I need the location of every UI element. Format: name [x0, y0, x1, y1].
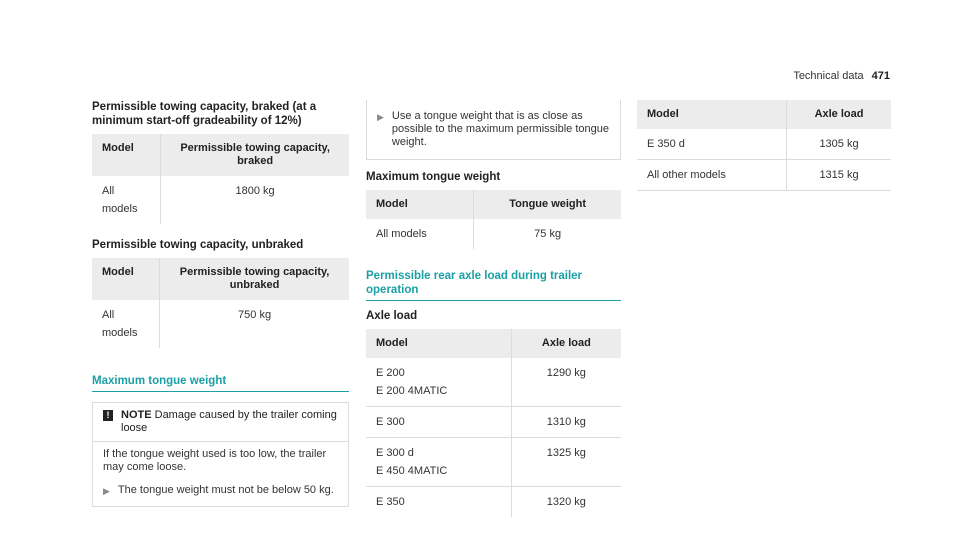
model-line: E 200	[376, 367, 405, 379]
model-line: E 350	[376, 496, 405, 508]
warning-icon: !	[103, 410, 113, 421]
column-2	[366, 100, 621, 517]
table-row	[366, 487, 621, 518]
table-header: Axle load	[787, 100, 891, 129]
note-header	[93, 403, 348, 442]
tongue-weight-table	[366, 190, 621, 249]
rear-axle-load-heading: Permissible rear axle load during trailer operation	[366, 269, 621, 301]
model-line: E 450 4MATIC	[376, 465, 448, 477]
table-cell: 1305 kg	[787, 129, 891, 160]
step-box	[366, 100, 621, 160]
table-cell	[366, 487, 511, 518]
note-body: If the tongue weight used is too low, the trailer may come loose.	[103, 448, 327, 473]
table-header: Permissible towing capacity, unbraked	[160, 258, 349, 300]
table-cell: 1315 kg	[787, 160, 891, 191]
note-step	[93, 480, 348, 506]
table-row	[366, 407, 621, 438]
table-header: Model	[92, 134, 161, 176]
table-cell: 1320 kg	[511, 487, 621, 518]
unbraked-capacity-table	[92, 258, 349, 348]
arrow-right-icon: ▶	[103, 486, 110, 496]
note-step-text: The tongue weight must not be below 50 kg.	[117, 484, 334, 496]
table-header: Model	[637, 100, 787, 129]
table-header: Model	[366, 190, 474, 219]
unbraked-capacity-title: Permissible towing capacity, unbraked	[92, 239, 304, 251]
table-row	[366, 358, 621, 407]
axle-load-table-continued	[637, 100, 891, 191]
table-cell	[366, 438, 511, 487]
table-cell: 750 kg	[160, 300, 349, 348]
page-header	[793, 70, 890, 82]
table-cell: 75 kg	[474, 219, 621, 249]
table-header: Permissible towing capacity, braked	[161, 134, 349, 176]
table-cell	[366, 407, 511, 438]
braked-capacity-title: Permissible towing capacity, braked (at a minimum start-off gradeability of 12%)	[92, 101, 317, 127]
table-cell: All models	[102, 309, 138, 339]
table-header: Model	[92, 258, 160, 300]
table-row	[637, 160, 891, 191]
axle-load-title: Axle load	[366, 310, 418, 322]
table-header: Tongue weight	[474, 190, 621, 219]
note-title: Damage caused by the trailer coming loose	[121, 409, 337, 434]
max-tongue-weight-title: Maximum tongue weight	[366, 171, 501, 183]
axle-load-table	[366, 329, 621, 517]
table-cell: All other models	[637, 160, 787, 191]
table-cell: All models	[376, 228, 427, 240]
braked-capacity-table	[92, 134, 349, 224]
column-3	[637, 100, 891, 191]
table-header: Axle load	[511, 329, 621, 358]
table-cell: 1325 kg	[511, 438, 621, 487]
table-cell: 1800 kg	[161, 176, 349, 224]
table-cell	[366, 358, 511, 407]
model-line: E 200 4MATIC	[376, 385, 448, 397]
table-row	[366, 438, 621, 487]
column-1	[92, 100, 349, 507]
max-tongue-weight-heading: Maximum tongue weight	[92, 374, 349, 392]
table-cell: All models	[102, 185, 138, 215]
instruction-step	[367, 106, 620, 153]
note-box	[92, 402, 349, 507]
table-header: Model	[366, 329, 511, 358]
table-cell: 1310 kg	[511, 407, 621, 438]
section-title: Technical data	[793, 70, 864, 82]
table-row	[637, 129, 891, 160]
model-line: E 300 d	[376, 447, 414, 459]
instruction-step-text: Use a tongue weight that is as close as possible to the maximum permissible tongue weight.	[391, 110, 609, 148]
table-cell: E 350 d	[637, 129, 787, 160]
model-line: E 300	[376, 416, 405, 428]
arrow-right-icon: ▶	[377, 112, 384, 122]
note-label: NOTE	[121, 409, 152, 421]
note-header-text	[121, 409, 338, 435]
table-cell: 1290 kg	[511, 358, 621, 407]
page-number: 471	[871, 70, 890, 82]
